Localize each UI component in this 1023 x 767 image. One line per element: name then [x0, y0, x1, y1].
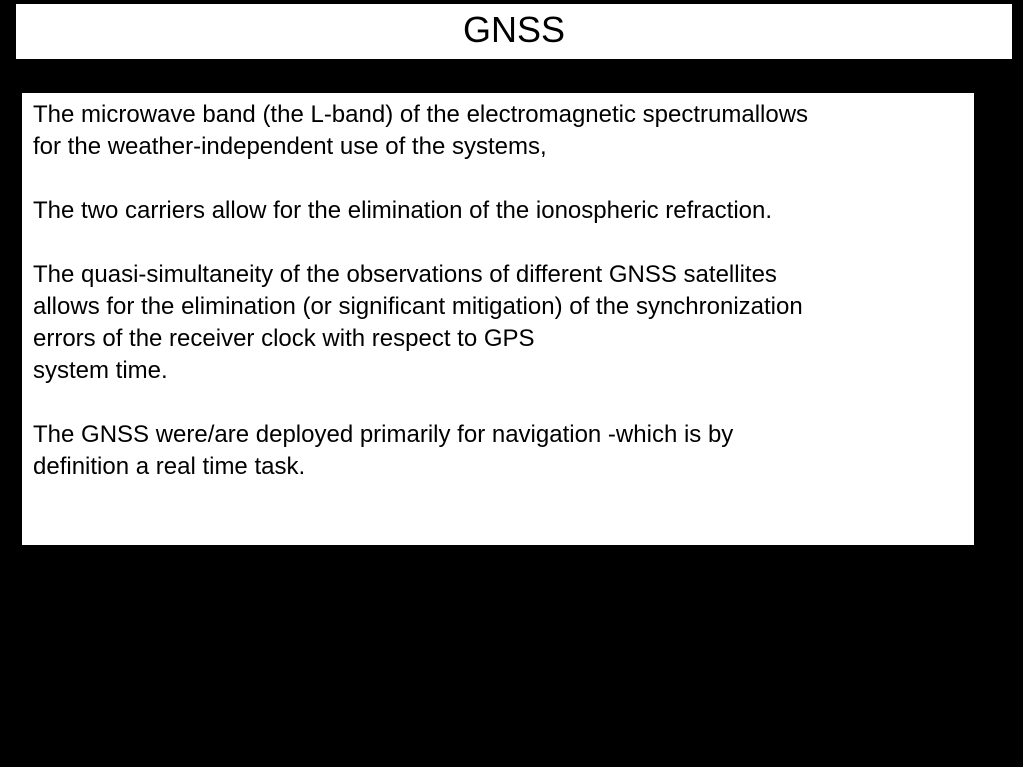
paragraph-navigation: [33, 419, 964, 483]
paragraph-line: system time.: [33, 357, 168, 384]
paragraph-spacer: [33, 227, 964, 259]
paragraph-microwave-band: [33, 99, 964, 163]
paragraph-line: allows for the elimination (or significant mitigation) of the synchronization: [33, 293, 803, 320]
paragraph-two-carriers: [33, 195, 964, 227]
paragraph-spacer: [33, 163, 964, 195]
paragraph-spacer: [33, 387, 964, 419]
paragraph-line: The two carriers allow for the elimination of the ionospheric refraction.: [33, 197, 773, 224]
paragraph-line: definition a real time task.: [33, 453, 306, 480]
title-bar: [16, 4, 1012, 59]
paragraph-line: The quasi-simultaneity of the observations of different GNSS satellites: [33, 261, 777, 288]
slide-title: GNSS: [462, 8, 566, 50]
paragraph-line: errors of the receiver clock with respect to GPS: [33, 325, 535, 352]
content-panel: [22, 93, 974, 545]
paragraph-quasi-simultaneity: [33, 259, 964, 387]
paragraph-line: for the weather-independent use of the systems,: [33, 133, 547, 160]
paragraph-line: The microwave band (the L-band) of the electromagnetic spectrumallows: [33, 101, 809, 128]
paragraph-line: The GNSS were/are deployed primarily for navigation -which is by: [33, 421, 734, 448]
